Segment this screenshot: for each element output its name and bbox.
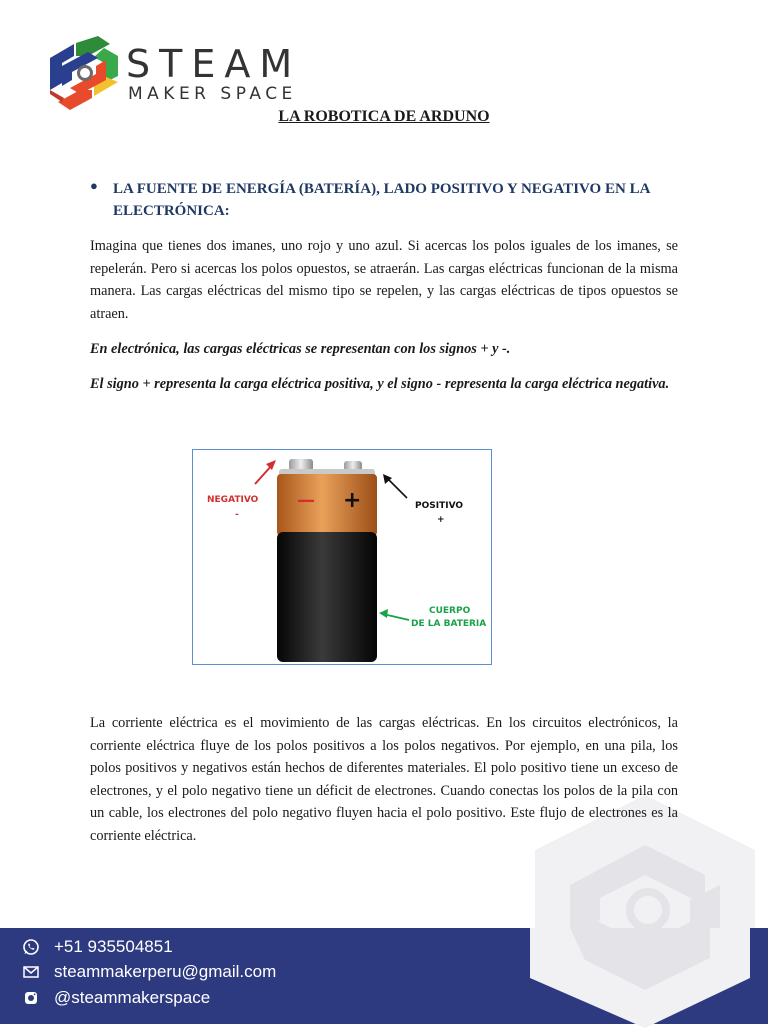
document-title: LA ROBOTICA DE ARDUNO: [278, 108, 490, 125]
battery-illustration: [193, 450, 491, 664]
footer-phone[interactable]: [22, 937, 173, 957]
footer-watermark-icon: [530, 928, 750, 1028]
battery-minus-sign: —: [297, 490, 315, 511]
negative-sign-label: -: [235, 510, 239, 520]
brand-word: STEAM: [126, 42, 302, 86]
brand-subtitle: MAKER SPACE: [128, 84, 297, 104]
instagram-text: @steammakerspace: [54, 988, 211, 1007]
section-heading: LA FUENTE DE ENERGÍA (BATERÍA), LADO POSITIVO Y NEGATIVO EN LA ELECTRÓNICA:: [113, 181, 650, 219]
whatsapp-icon: [22, 938, 40, 956]
instagram-icon: [22, 989, 40, 1007]
battery-plus-sign: +: [343, 488, 362, 513]
phone-text: +51 935504851: [54, 937, 173, 956]
brand-logo: [48, 36, 328, 112]
bullet-icon: ●: [90, 178, 98, 193]
steam-logo-icon: [48, 36, 120, 110]
arrow-negative-icon: [266, 460, 276, 470]
email-text: steammakerperu@gmail.com: [54, 962, 277, 981]
body-label-line2: DE LA BATERIA: [411, 619, 487, 629]
body-label-line1: CUERPO: [429, 606, 471, 616]
mail-icon: [22, 963, 40, 981]
section-heading-block: [90, 178, 680, 222]
arrow-body-icon: [379, 609, 388, 618]
battery-figure: [192, 449, 492, 665]
positive-sign-label: +: [437, 515, 445, 525]
paragraph-signs: En electrónica, las cargas eléctricas se representan con los signos + y -.: [90, 341, 511, 357]
footer-instagram[interactable]: [22, 988, 210, 1008]
paragraph-sign-meaning: El signo + representa la carga eléctrica positiva, y el signo - representa la carga eléctrica negativa.: [90, 376, 670, 392]
negative-label: NEGATIVO: [207, 495, 259, 505]
positive-label: POSITIVO: [415, 501, 464, 511]
paragraph-current: La corriente eléctrica es el movimiento de las cargas eléctricas. En los circuitos electrónicos, la corriente eléctrica fluye de los polos positivos a los polos negativos. Por ejemplo, en una pila, los polos positivos y negativos están hechos de diferentes materiales. El polo positivo tiene un exceso de electrones, y el polo negativo tiene un déficit de electrones. Cuando conectas los polos de la pila con un cable, los electrones del polo negativo fluyen hacia el polo positivo. Este flujo de electrones es la corriente eléctrica.: [90, 715, 678, 844]
footer-email[interactable]: [22, 962, 276, 982]
paragraph-intro: Imagina que tienes dos imanes, uno rojo y uno azul. Si acercas los polos iguales de los imanes, se repelerán. Pero si acercas los polos opuestos, se atraerán. Las cargas eléctricas funcionan de la misma manera. Las cargas eléctricas del mismo tipo se repelen, y las cargas eléctricas de tipos opuestos se atraen.: [90, 238, 678, 322]
